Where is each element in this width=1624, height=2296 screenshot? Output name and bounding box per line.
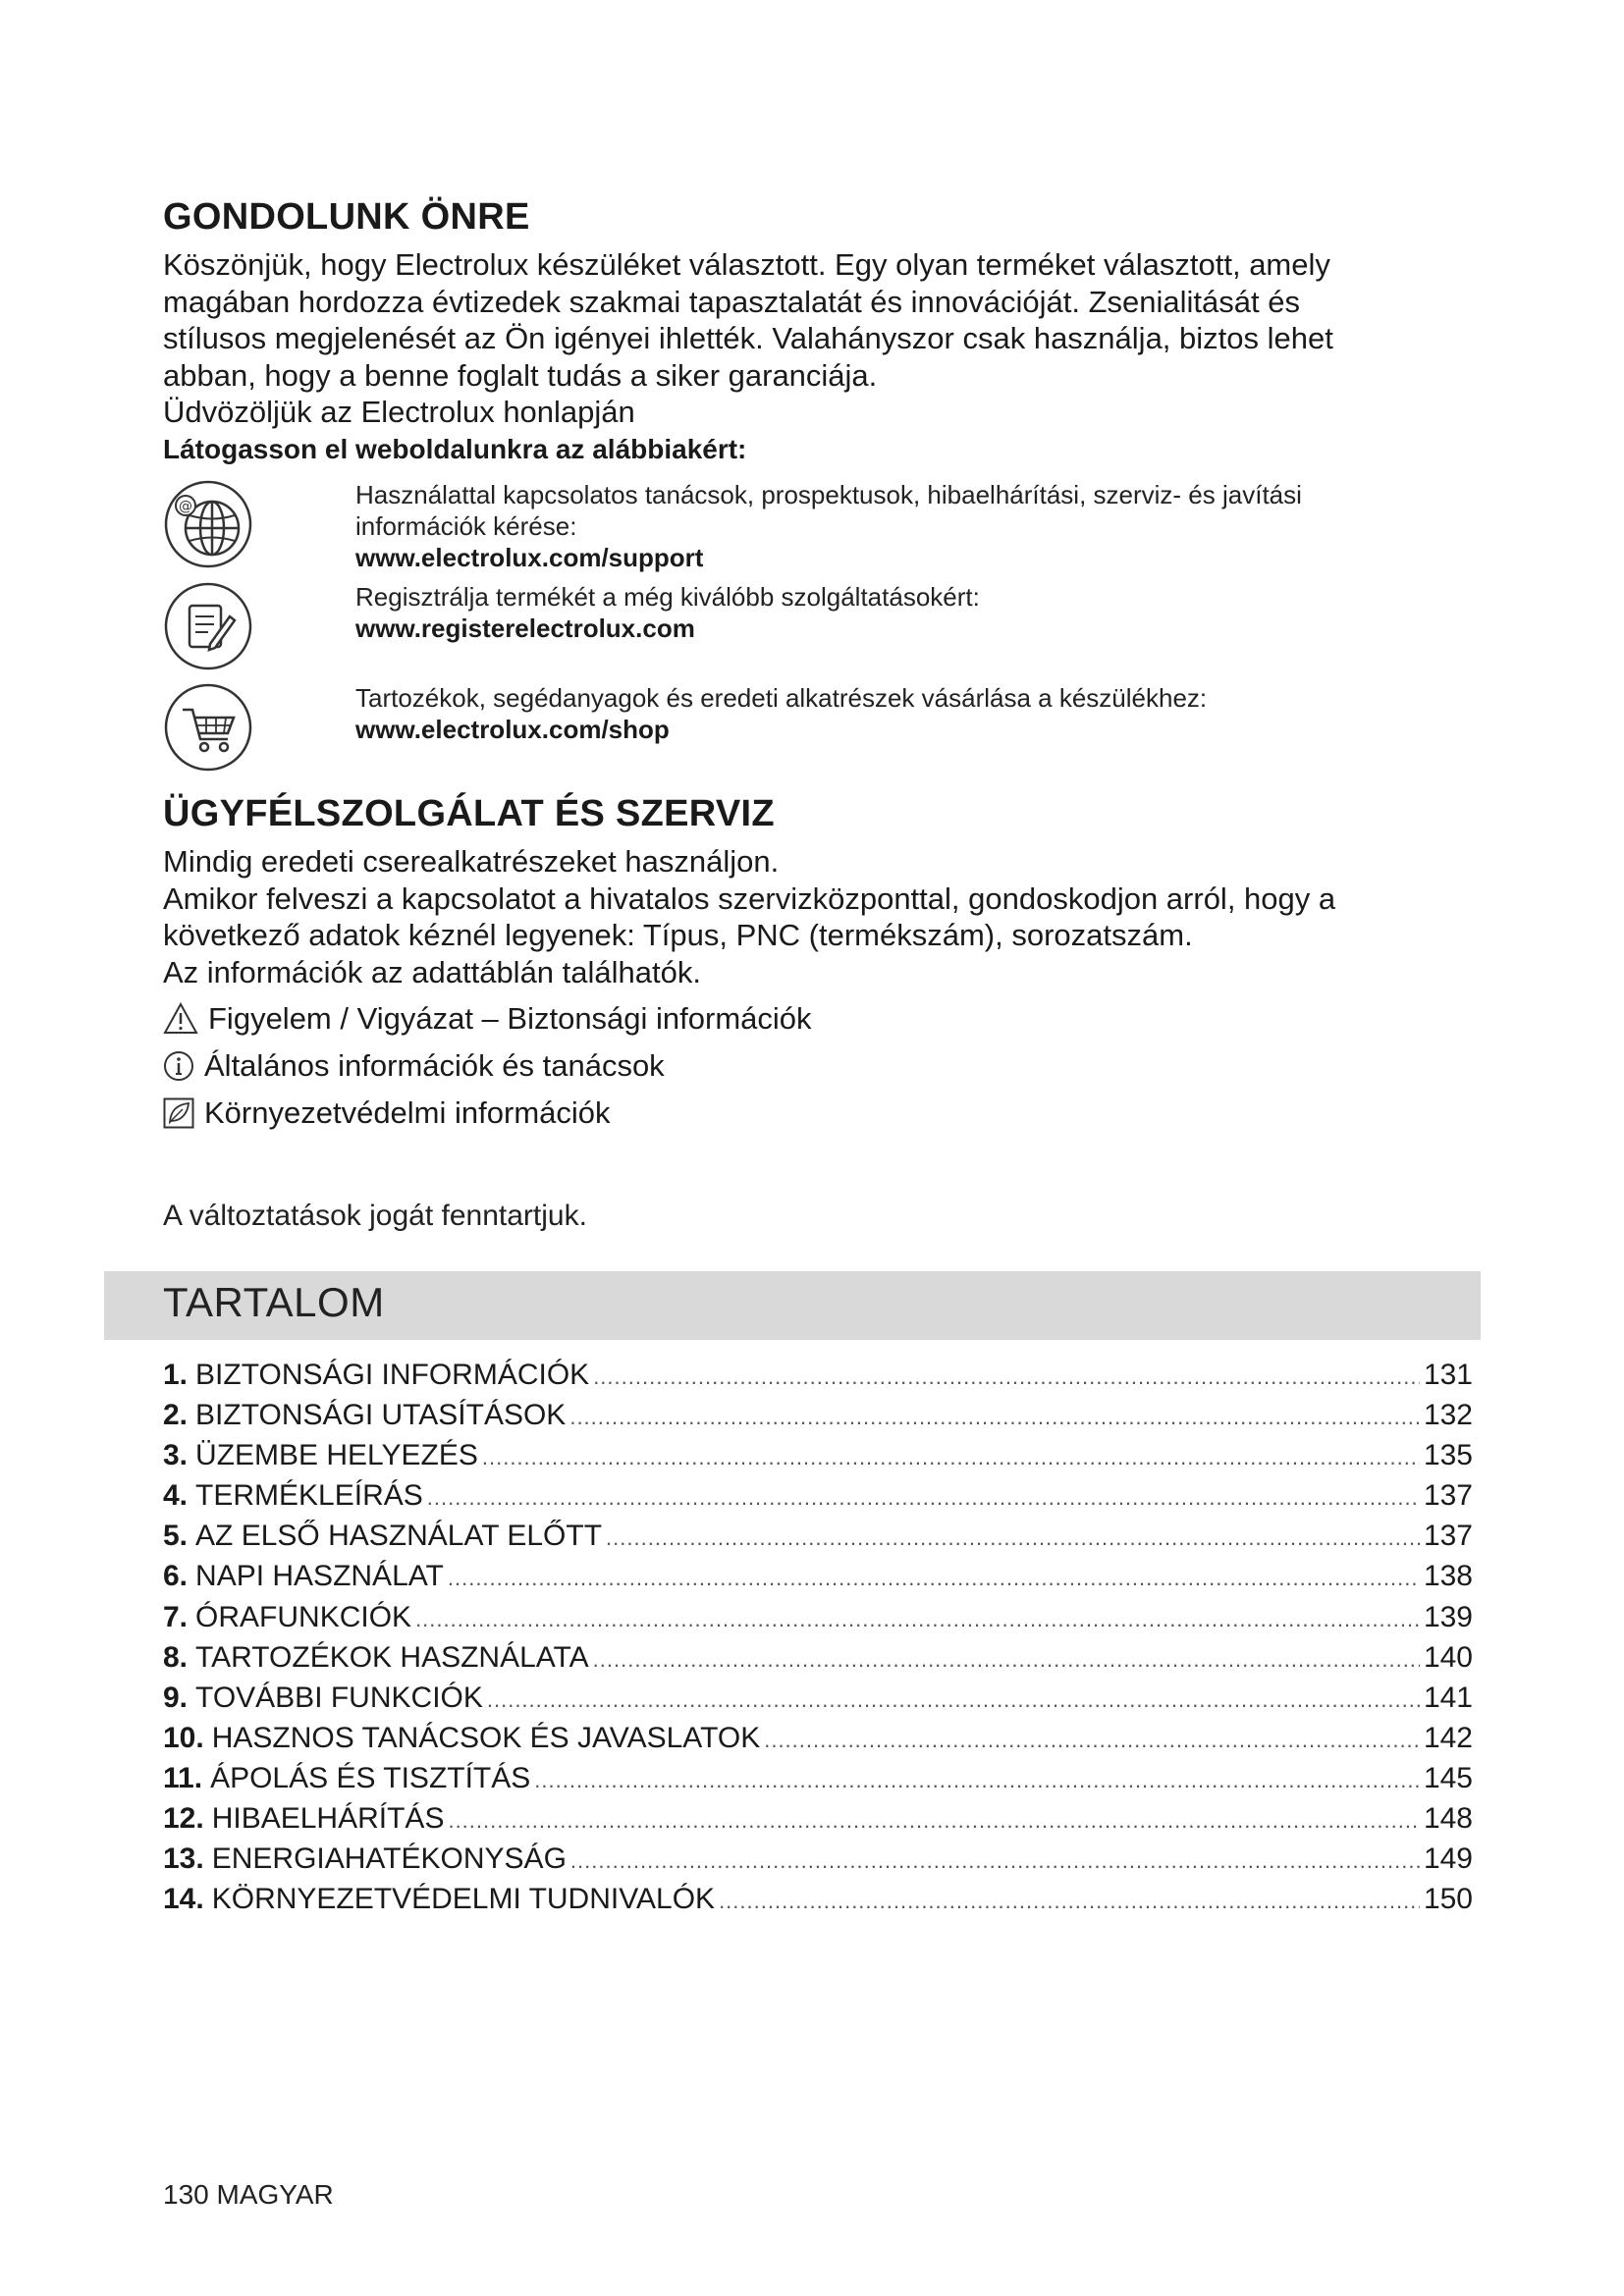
- service-line: Az információk az adattáblán találhatók.: [163, 954, 701, 989]
- toc-leader-dots: [427, 1485, 1420, 1511]
- toc-item[interactable]: [163, 1560, 1473, 1600]
- toc-item-page: 137: [1423, 1520, 1473, 1553]
- toc-item-number: 5.: [163, 1520, 189, 1553]
- toc-item-page: 142: [1423, 1721, 1473, 1754]
- toc-leader-dots: [482, 1445, 1420, 1470]
- legend-info: [163, 1044, 665, 1088]
- toc-item-page: 145: [1423, 1761, 1473, 1794]
- toc-leader-dots: [569, 1405, 1420, 1430]
- toc-item[interactable]: [163, 1479, 1473, 1520]
- toc-item-page: 141: [1423, 1681, 1473, 1714]
- info-icon: [163, 1050, 194, 1082]
- toc-item-page: 148: [1423, 1802, 1473, 1836]
- toc-item[interactable]: [163, 1520, 1473, 1560]
- support-description: Használattal kapcsolatos tanácsok, prospektusok, hibaelhárítási, szerviz- és javítási: [355, 480, 1302, 509]
- register-url-link[interactable]: www.registerelectrolux.com: [355, 614, 695, 643]
- toc-item-number: 10.: [163, 1721, 204, 1754]
- legend-info-label: Általános információk és tanácsok: [204, 1048, 665, 1083]
- toc-item[interactable]: [163, 1601, 1473, 1641]
- toc-leader-dots: [570, 1848, 1420, 1874]
- toc-item-label: AZ ELSŐ HASZNÁLAT ELŐTT: [195, 1520, 603, 1553]
- toc-item[interactable]: [163, 1682, 1473, 1722]
- toc-item[interactable]: [163, 1762, 1473, 1802]
- toc-item-page: 140: [1423, 1640, 1473, 1674]
- toc-item-number: 8.: [163, 1640, 189, 1674]
- toc-item-label: ÓRAFUNKCIÓK: [195, 1600, 412, 1633]
- toc-item-number: 3.: [163, 1439, 189, 1472]
- toc-item-number: 12.: [163, 1802, 204, 1836]
- toc-item-number: 1.: [163, 1359, 189, 1391]
- warning-icon: [163, 1002, 198, 1036]
- toc-item-label: ÁPOLÁS ÉS TISZTÍTÁS: [210, 1761, 531, 1794]
- legend-warning: [163, 997, 812, 1041]
- toc-item-number: 13.: [163, 1842, 204, 1876]
- shopping-cart-icon: [163, 682, 253, 773]
- rights-reserved-notice: A változtatások jogát fenntartjuk.: [163, 1200, 587, 1232]
- intro-line: stílusos megjelenését az Ön igényei ihlették. Valahányszor csak használja, biztos lehet: [163, 321, 1333, 355]
- toc-item-label: NAPI HASZNÁLAT: [195, 1560, 444, 1593]
- legend-environment: [163, 1092, 611, 1135]
- leaf-icon: [163, 1097, 194, 1129]
- shop-url-link[interactable]: www.electrolux.com/shop: [355, 715, 670, 744]
- intro-line: Köszönjük, hogy Electrolux készüléket választott. Egy olyan terméket választott, amely: [163, 247, 1330, 282]
- register-link-row: [163, 581, 1469, 675]
- toc-item[interactable]: [163, 1399, 1473, 1439]
- visit-website-heading: Látogasson el weboldalunkra az alábbiakért:: [163, 433, 747, 464]
- shop-description: Tartozékok, segédanyagok és eredeti alkatrészek vásárlása a készülékhez:: [355, 683, 1208, 713]
- toc-item[interactable]: [163, 1802, 1473, 1842]
- toc-leader-dots: [606, 1525, 1420, 1551]
- toc-leader-dots: [487, 1687, 1420, 1713]
- toc-item[interactable]: [163, 1842, 1473, 1883]
- toc-item-number: 7.: [163, 1600, 189, 1633]
- toc-item-page: 132: [1423, 1399, 1473, 1432]
- section-title-customer-service: ÜGYFÉLSZOLGÁLAT ÉS SZERVIZ: [163, 793, 775, 834]
- toc-leader-dots: [593, 1647, 1420, 1673]
- section-title-thinking-of-you: GONDOLUNK ÖNRE: [163, 196, 530, 238]
- support-description-cont: információk kérése:: [355, 511, 577, 541]
- register-icon: [163, 581, 253, 671]
- legend-warning-label: Figyelem / Vigyázat – Biztonsági információk: [208, 1001, 812, 1036]
- toc-leader-dots: [534, 1768, 1420, 1793]
- toc-item-label: HASZNOS TANÁCSOK ÉS JAVASLATOK: [211, 1721, 761, 1754]
- intro-paragraph: [163, 246, 1449, 467]
- toc-item-page: 149: [1423, 1842, 1473, 1876]
- toc-item-number: 6.: [163, 1560, 189, 1593]
- toc-item-label: KÖRNYEZETVÉDELMI TUDNIVALÓK: [211, 1883, 716, 1916]
- intro-line: abban, hogy a benne foglalt tudás a siker garanciája.: [163, 357, 878, 393]
- intro-line: Üdvözöljük az Electrolux honlapján: [163, 395, 635, 429]
- toc-item[interactable]: [163, 1722, 1473, 1762]
- svg-text:@: @: [179, 499, 192, 514]
- toc-leader-dots: [448, 1808, 1419, 1834]
- page-footer: 130 MAGYAR: [163, 2179, 334, 2210]
- register-description: Regisztrálja termékét a még kiválóbb szolgáltatásokért:: [355, 582, 980, 612]
- toc-item-label: HIBAELHÁRÍTÁS: [211, 1802, 445, 1836]
- toc-leader-dots: [764, 1728, 1420, 1753]
- globe-icon: [163, 479, 253, 569]
- toc-item-page: 137: [1423, 1479, 1473, 1513]
- toc-item-number: 2.: [163, 1399, 189, 1432]
- toc-item-number: 9.: [163, 1681, 189, 1714]
- support-link-row: [163, 479, 1469, 573]
- table-of-contents: [163, 1359, 1473, 1923]
- toc-item-label: TARTOZÉKOK HASZNÁLATA: [195, 1640, 589, 1674]
- service-line: Mindig eredeti cserealkatrészeket használjon.: [163, 844, 780, 879]
- toc-item[interactable]: [163, 1883, 1473, 1923]
- legend-environment-label: Környezetvédelmi információk: [204, 1095, 611, 1130]
- toc-item-label: ENERGIAHATÉKONYSÁG: [211, 1842, 567, 1876]
- toc-item-page: 138: [1423, 1560, 1473, 1593]
- toc-item-label: TOVÁBBI FUNKCIÓK: [195, 1681, 483, 1714]
- shop-link-row: [163, 682, 1469, 776]
- toc-item-label: BIZTONSÁGI INFORMÁCIÓK: [195, 1359, 590, 1391]
- toc-item[interactable]: [163, 1641, 1473, 1682]
- toc-item-number: 11.: [163, 1761, 203, 1794]
- service-line: következő adatok kéznél legyenek: Típus, PNC (termékszám), sorozatszám.: [163, 918, 1193, 952]
- toc-item[interactable]: [163, 1439, 1473, 1479]
- toc-item-number: 4.: [163, 1479, 189, 1513]
- intro-line: magában hordozza évtizedek szakmai tapasztalatát és innovációját. Zsenialitását és: [163, 284, 1300, 319]
- toc-item-label: BIZTONSÁGI UTASÍTÁSOK: [195, 1399, 567, 1432]
- toc-item-label: ÜZEMBE HELYEZÉS: [195, 1439, 478, 1472]
- toc-leader-dots: [415, 1607, 1420, 1632]
- toc-item-page: 131: [1423, 1359, 1473, 1391]
- toc-item-label: TERMÉKLEÍRÁS: [195, 1479, 423, 1513]
- toc-item[interactable]: [163, 1359, 1473, 1399]
- toc-item-number: 14.: [163, 1883, 204, 1916]
- toc-leader-dots: [719, 1889, 1420, 1914]
- support-url-link[interactable]: www.electrolux.com/support: [355, 543, 704, 572]
- service-line: Amikor felveszi a kapcsolatot a hivatalos szervizközponttal, gondoskodjon arról, hogy a: [163, 881, 1336, 916]
- toc-item-page: 135: [1423, 1439, 1473, 1472]
- toc-item-page: 139: [1423, 1600, 1473, 1633]
- toc-leader-dots: [593, 1364, 1420, 1390]
- toc-leader-dots: [448, 1566, 1420, 1591]
- toc-title: TARTALOM: [163, 1279, 385, 1325]
- service-paragraph: [163, 843, 1449, 990]
- toc-item-page: 150: [1423, 1883, 1473, 1916]
